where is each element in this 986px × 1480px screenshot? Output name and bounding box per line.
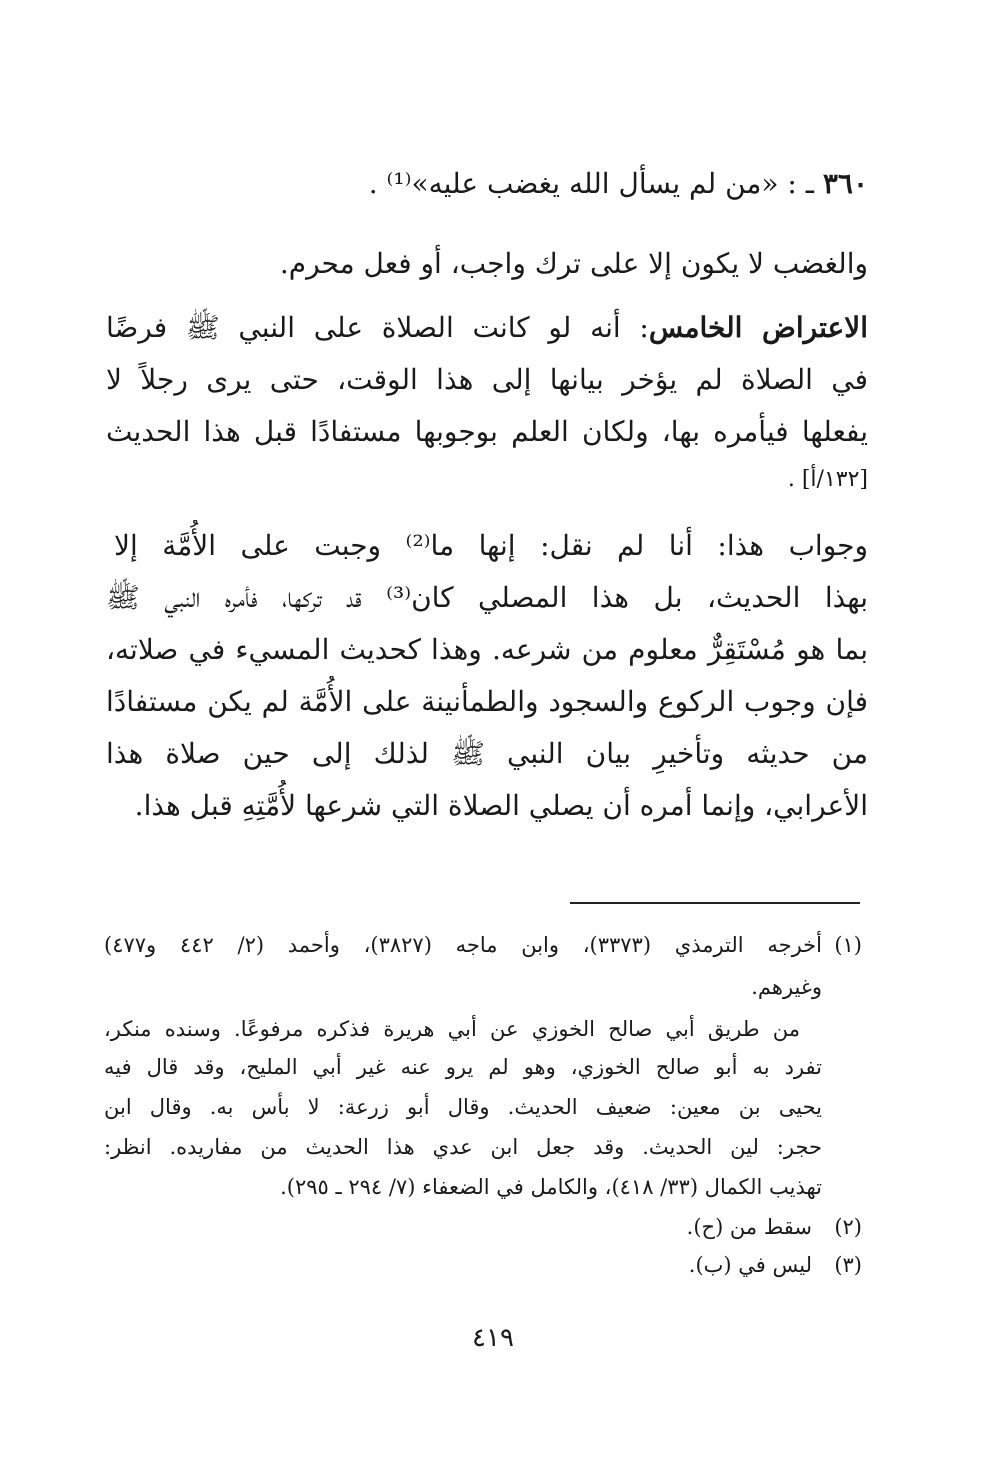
- footnote-number: (١): [834, 933, 862, 957]
- footnote-text: من طريق أبي صالح الخوزي عن أبي هريرة فذكره مرفوعًا. وسنده منكر،: [104, 1017, 800, 1041]
- page-number: ٤١٩: [472, 1323, 514, 1353]
- text-line: وجواب هذا: أنا لم نقل: إنها ما⁽²⁾ وجبت على الأُمَّة إلا: [114, 529, 868, 562]
- text-line: في الصلاة لم يؤخر بيانها إلى هذا الوقت، حتى يرى رجلاً لا: [106, 363, 868, 396]
- text-line: فإن وجوب الركوع والسجود والطمأنينة على الأُمَّة لم يكن مستفادًا: [106, 685, 868, 718]
- manuscript-folio-ref: [١٣٢/أ] .: [787, 467, 868, 492]
- hadith-number: ٣٦٠: [822, 167, 868, 200]
- footnote-text: سقط من (ح).: [686, 1215, 812, 1239]
- footnote-number: (٣): [834, 1253, 862, 1277]
- text-line: بما هو مُسْتَقِرٌّ معلوم من شرعه. وهذا كحديث المسيء في صلاته،: [106, 633, 868, 666]
- hadith-line: [369, 158, 868, 210]
- footnote-text: ليس في (ب).: [688, 1253, 812, 1277]
- text-line: والغضب لا يكون إلا على ترك واجب، أو فعل محرم.: [279, 247, 868, 280]
- objection-heading: الاعتراض الخامس: [648, 311, 868, 344]
- hadith-text: ـ : «من لم يسأل الله يغضب عليه»⁽¹⁾ .: [368, 167, 814, 200]
- footnote-text: أخرجه الترمذي (٣٣٧٣)، وابن ماجه (٣٨٢٧)، وأحمد (٢/ ٤٤٢ و٤٧٧): [104, 933, 822, 957]
- text-line: يفعلها فيأمره بها، ولكان العلم بوجوبها مستفادًا قبل هذا الحديث: [106, 415, 868, 448]
- objection-text: : أنه لو كانت الصلاة على النبي ﷺ فرضًا: [106, 311, 649, 344]
- objection-line: [106, 302, 868, 354]
- footnote-divider: [570, 902, 860, 904]
- footnote-text: تفرد به أبو صالح الخوزي، وهو لم يرو عنه غير أبي المليح، وقد قال فيه: [104, 1055, 822, 1079]
- footnote-number: (٢): [834, 1215, 862, 1239]
- footnote-text: تهذيب الكمال (٣٣/ ٤١٨)، والكامل في الضعفاء (٧/ ٢٩٤ ـ ٢٩٥).: [280, 1175, 822, 1199]
- text-line: الأعرابي، وإنما أمره أن يصلي الصلاة التي شرعها لأُمَّتِهِ قبل هذا.: [134, 789, 868, 822]
- footnote-text: وغيرهم.: [751, 975, 822, 999]
- footnote-text: يحيى بن معين: ضعيف الحديث. وقال أبو زرعة: لا بأس به. وقال ابن: [104, 1095, 822, 1119]
- text-line: من حديثه وتأخيرِ بيان النبي ﷺ لذلك إلى حين صلاة هذا: [106, 737, 868, 770]
- footnote-text: حجر: لين الحديث. وقد جعل ابن عدي هذا الحديث من مفاريده. انظر:: [104, 1135, 822, 1159]
- text-line: بهذا الحديث، بل هذا المصلي كان⁽³⁾ قد تركها، فأمره النبي ﷺ: [106, 581, 868, 614]
